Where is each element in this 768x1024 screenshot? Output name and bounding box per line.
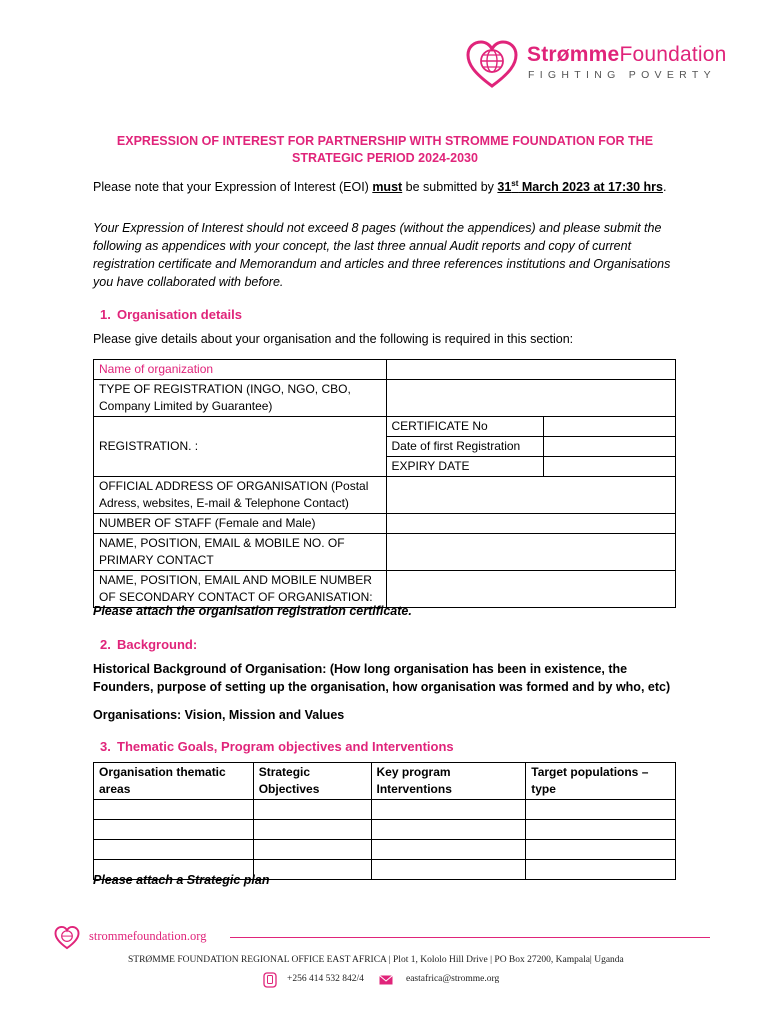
first-reg-label: Date of first Registration: [386, 437, 544, 457]
header-logo: [466, 40, 727, 90]
table-cell[interactable]: [526, 800, 676, 820]
footer-address: STRØMME FOUNDATION REGIONAL OFFICE EAST AFRICA | Plot 1, Kololo Hill Drive | PO Box 27200, Kampala| Uganda: [128, 955, 624, 965]
table-cell[interactable]: [526, 820, 676, 840]
type-field[interactable]: [386, 380, 676, 417]
footer-website-link[interactable]: strommefoundation.org: [89, 929, 207, 943]
table-cell[interactable]: [253, 860, 371, 880]
secondary-contact-field[interactable]: [386, 571, 676, 608]
primary-contact-field[interactable]: [386, 534, 676, 571]
table-row: [94, 820, 676, 840]
table-cell[interactable]: [371, 860, 526, 880]
table-row: [94, 840, 676, 860]
history-prompt: Historical Background of Organisation: (How long organisation has been in existence, the Founders, purpose of setting up the organisation, how organisation was formed and by who, etc): [93, 662, 671, 694]
table-row: [94, 571, 676, 608]
section-2-heading: 2. Background:: [100, 637, 198, 652]
table-cell[interactable]: [94, 820, 254, 840]
mail-icon: [379, 975, 393, 985]
table-cell[interactable]: [253, 840, 371, 860]
table-cell[interactable]: [371, 840, 526, 860]
table-row: [94, 477, 676, 514]
cert-no-field[interactable]: [544, 417, 676, 437]
table-row: [94, 360, 676, 380]
section-1-heading: 1. Organisation details: [100, 307, 242, 322]
header-target-populations: Target populations – type: [526, 763, 676, 800]
vision-prompt: Organisations: Vision, Mission and Values: [93, 708, 345, 722]
table-row: [94, 800, 676, 820]
table-row: [94, 534, 676, 571]
footer-phone: +256 414 532 842/4: [287, 974, 364, 984]
row-label-address: OFFICIAL ADDRESS OF ORGANISATION (Postal Adress, websites, E-mail & Telephone Contact): [94, 477, 387, 514]
table-header-row: [94, 763, 676, 800]
strategic-plan-note: Please attach a Strategic plan: [93, 873, 270, 887]
staff-field[interactable]: [386, 514, 676, 534]
row-label-type: TYPE OF REGISTRATION (INGO, NGO, CBO, Company Limited by Guarantee): [94, 380, 387, 417]
table-cell[interactable]: [94, 800, 254, 820]
row-label-registration: REGISTRATION. :: [94, 417, 387, 477]
table-row: [94, 514, 676, 534]
footer-heart-icon: [54, 926, 80, 950]
section-1-intro: Please give details about your organisation and the following is required in this section:: [93, 332, 574, 346]
row-label-staff: NUMBER OF STAFF (Female and Male): [94, 514, 387, 534]
table-cell[interactable]: [371, 800, 526, 820]
name-field[interactable]: [386, 360, 676, 380]
brand-name: StrømmeFoundation: [527, 43, 727, 66]
expiry-field[interactable]: [544, 457, 676, 477]
heart-globe-icon: [466, 40, 518, 90]
table-cell[interactable]: [371, 820, 526, 840]
registration-note: Please attach the organisation registration certificate.: [93, 604, 412, 618]
expiry-label: EXPIRY DATE: [386, 457, 544, 477]
address-field[interactable]: [386, 477, 676, 514]
table-row: [94, 417, 676, 437]
table-cell[interactable]: [526, 840, 676, 860]
brand-tagline: FIGHTING POVERTY: [528, 69, 716, 81]
cert-no-label: CERTIFICATE No: [386, 417, 544, 437]
section-3-heading: 3. Thematic Goals, Program objectives and Interventions: [100, 739, 454, 754]
organisation-details-table: [93, 359, 676, 608]
first-reg-field[interactable]: [544, 437, 676, 457]
submission-instructions: Your Expression of Interest should not exceed 8 pages (without the appendices) and please submit the following as appendices with your concept, the last three annual Audit reports and copy of current registration certificate and Memorandum and articles and three references institutions and Organisations you have collaborated with before.: [93, 221, 671, 289]
table-cell[interactable]: [526, 860, 676, 880]
phone-icon: [263, 972, 277, 988]
footer-email[interactable]: eastafrica@stromme.org: [406, 974, 500, 984]
table-cell[interactable]: [94, 840, 254, 860]
row-label-primary: NAME, POSITION, EMAIL & MOBILE NO. OF PRIMARY CONTACT: [94, 534, 387, 571]
header-strategic-objectives: Strategic Objectives: [253, 763, 371, 800]
thematic-goals-table: [93, 762, 676, 880]
row-label-name: Name of organization: [94, 360, 387, 380]
document-title: EXPRESSION OF INTEREST FOR PARTNERSHIP WITH STROMME FOUNDATION FOR THE STRATEGIC PERIOD 2024-2030: [116, 134, 654, 165]
header-key-interventions: Key program Interventions: [371, 763, 526, 800]
header-thematic-areas: Organisation thematic areas: [94, 763, 254, 800]
table-cell[interactable]: [253, 800, 371, 820]
table-cell[interactable]: [253, 820, 371, 840]
table-row: [94, 380, 676, 417]
footer-divider: [230, 937, 710, 938]
row-label-secondary: NAME, POSITION, EMAIL AND MOBILE NUMBER OF SECONDARY CONTACT OF ORGANISATION:: [94, 571, 387, 608]
deadline-notice: Please note that your Expression of Interest (EOI) must be submitted by 31st March 2023 at 17:30 hrs.: [93, 179, 667, 195]
